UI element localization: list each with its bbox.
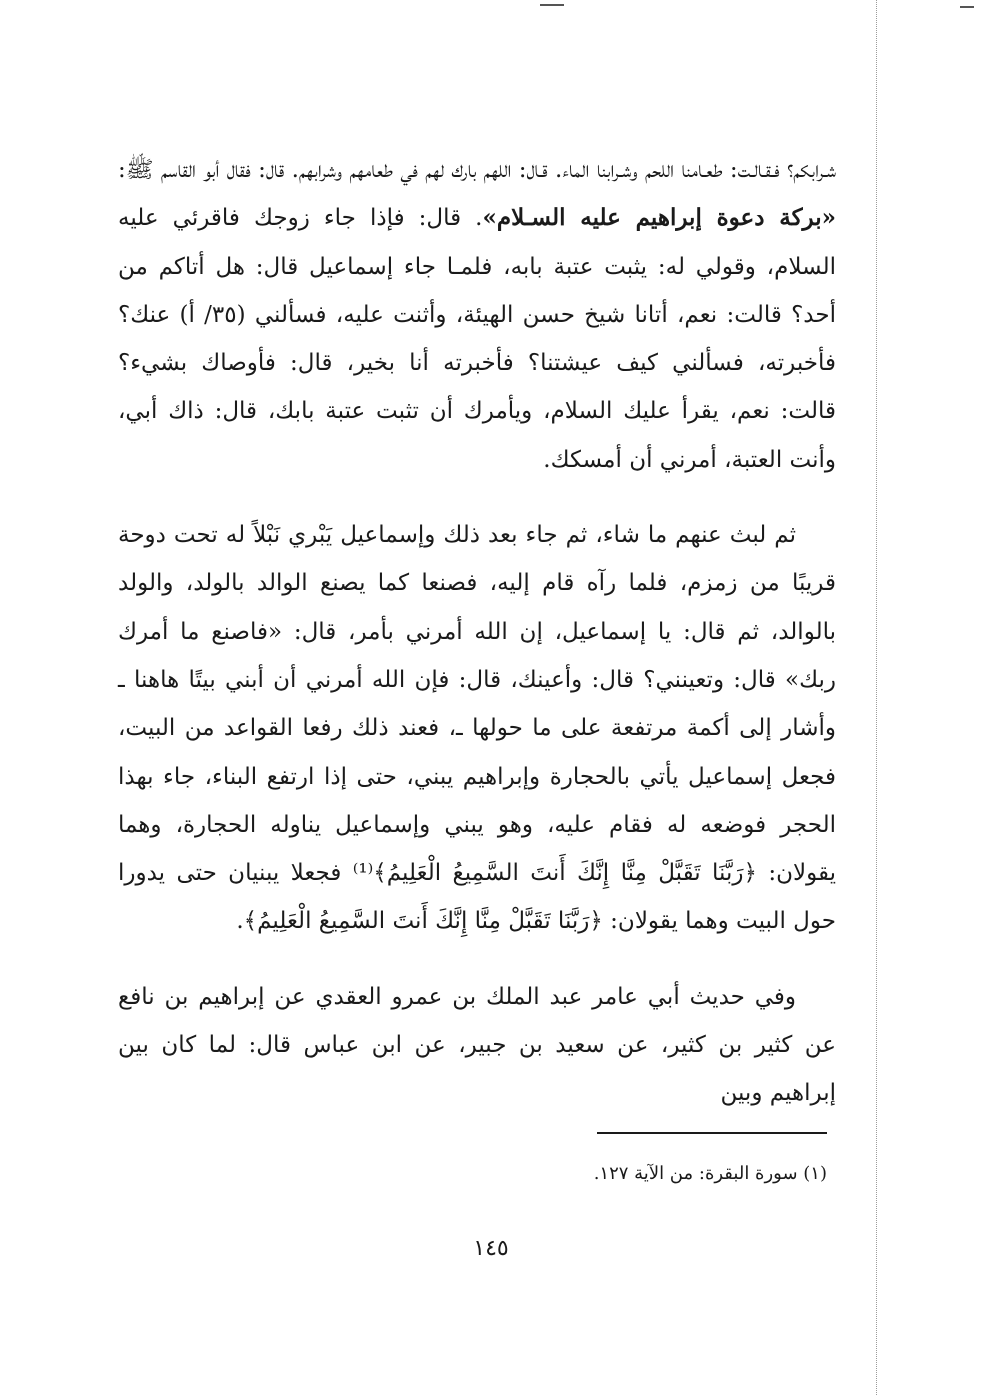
footnote: (١) سورة البقرة: من الآية ١٢٧. bbox=[593, 1163, 827, 1184]
page-number: ١٤٥ bbox=[473, 1236, 509, 1261]
main-text bbox=[118, 146, 836, 1118]
scan-mark bbox=[960, 6, 974, 8]
paragraph-1-text-end: . قال: فإذا جاء زوجك فاقرئي عليه السلام، وقولي له: يثبت عتبة بابه، فلمـا جاء إسماعيل قال: هل أتاكم من أحد؟ قالت: نعم، أتانا شيخ حسن الهيئة، وأثنت عليه، فسألني (٣٥/ أ) عنك؟ فأخبرته، فسألني كيف عيشتنا؟ فأخبرته أنا بخير، قال: فأوصاك بشيء؟ قالت: نعم، يقرأ عليك السلام، ويأمرك أن تثبت عتبة بابك، قال: ذاك أبي، وأنت العتبة، أمرني أن أمسكك. bbox=[118, 205, 836, 473]
paragraph-1-text-start: شـرابكم؟ فـقـالـت: طعـامنا اللحم وشـرابنا الماء. قـال: اللهم بارك لهم في طعامهم وشرابهم. قال: فقال أبو القاسم ﷺ: bbox=[118, 157, 836, 183]
footnote-separator bbox=[597, 1132, 827, 1134]
paragraph-3: وفي حديث أبي عامر عبد الملك بن عمرو العقدي عن إبراهيم بن نافع عن كثير بن كثير، عن سعيد بن جبير، عن ابن عباس قال: لما كان بين إبراهيم وبين bbox=[118, 983, 836, 1107]
page-edge-dotted-line bbox=[876, 0, 877, 1395]
scan-mark bbox=[540, 4, 564, 6]
paragraph-2: ثم لبث عنهم ما شاء، ثم جاء بعد ذلك وإسماعيل يَبْري نَبْلاً له تحت دوحة قريبًا من زمزم، فلما رآه قام إليه، فصنعا كما يصنع الوالد بالولد، والولد بالوالد، ثم قال: يا إسماعيل، إن الله أمرني بأمر، قال: «فاصنع ما أمرك ربك» قال: وتعينني؟ قال: وأعينك، قال: فإن الله أمرني أن أبني بيتًا هاهنا ـ وأشار إلى أكمة مرتفعة على ما حولها ـ، فعند ذلك رفعا القواعد من البيت، فجعل إسماعيل يأتي بالحجارة وإبراهيم يبني، حتى إذا ارتفع البناء، جاء بهذا الحجر فوضعه له فقام عليه، وهو يبني وإسماعيل يناوله الحجارة، وهما يقولان: ﴿رَبَّنَا تَقَبَّلْ مِنَّا إِنَّكَ أَنتَ السَّمِيعُ الْعَلِيمُ﴾⁽¹⁾ فجعلا يبنيان حتى يدورا حول البيت وهما يقولان: ﴿رَبَّنَا تَقَبَّلْ مِنَّا إِنَّكَ أَنتَ السَّمِيعُ الْعَلِيمُ﴾. bbox=[118, 522, 836, 935]
hadith-quote-bold: «بركة دعوة إبراهيم عليه السـلام» bbox=[482, 204, 836, 232]
paragraph-1 bbox=[118, 146, 836, 484]
